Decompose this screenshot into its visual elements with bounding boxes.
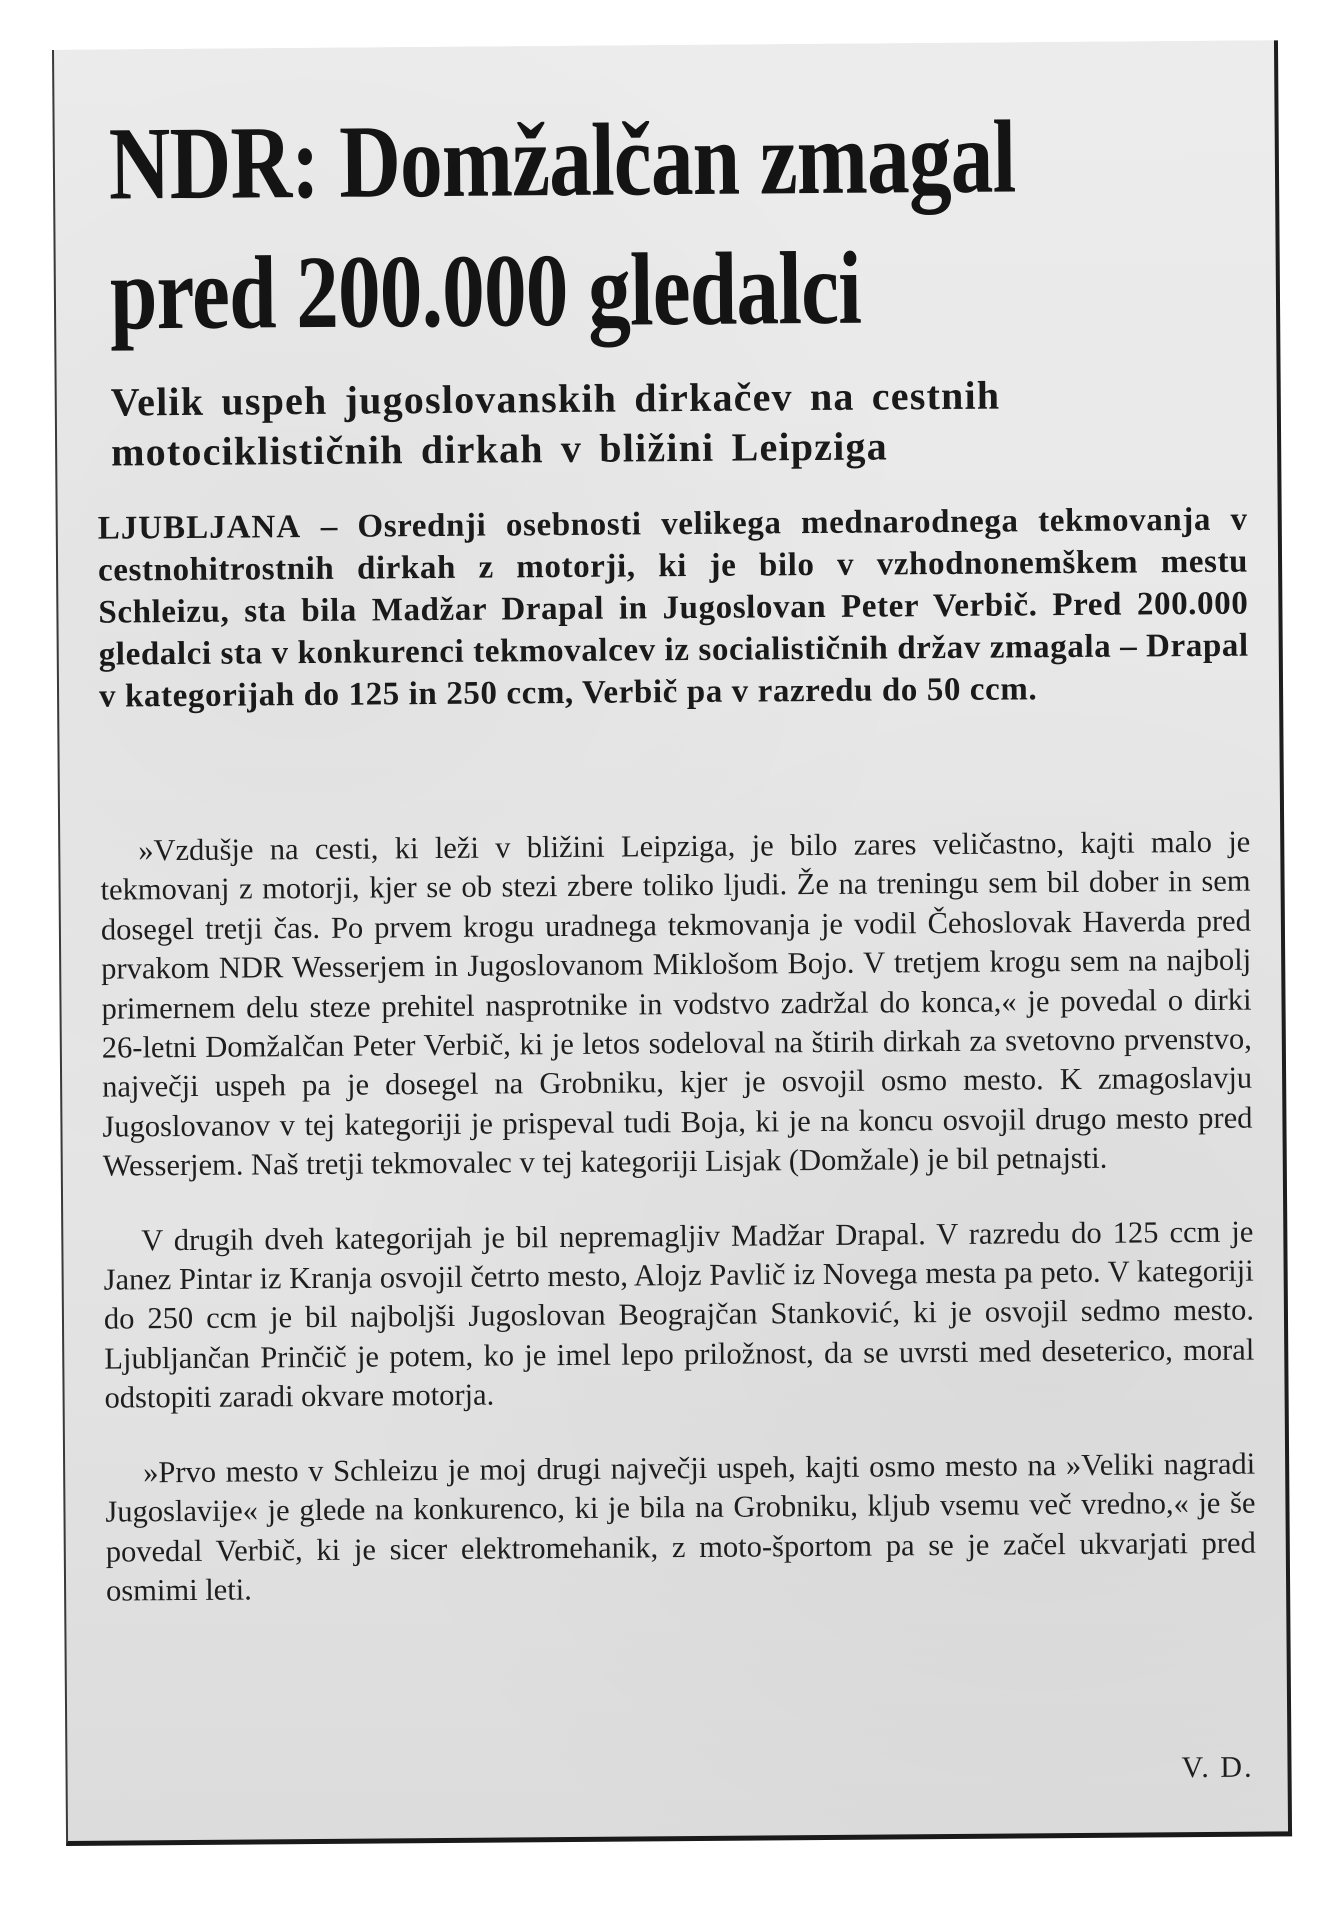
body-paragraph-2: V drugih dveh kategorijah je bil nepremagljiv Madžar Drapal. V razredu do 125 ccm je Janez Pintar iz Kranja osvojil četrto mesto, Alojz Pavlič iz Novega mesta pa peto. V kategoriji do 250 ccm je bil najboljši Jugoslovan Beograjčan Stanković, ki je osvojil sedmo mesto. Ljubljančan Prinčič je potem, ko je imel lepo priložnost, da se uvrsti med deseterico, moral odstopiti zaradi okvare motorja.: [103, 1214, 1255, 1415]
dateline: LJUBLJANA: [97, 509, 302, 547]
headline: [108, 92, 1028, 359]
article-body: [100, 823, 1256, 1646]
body-paragraph-1: »Vzdušje na cesti, ki leži v bližini Leipziga, je bilo zares veličastno, kajti malo je tekmovanj z motorji, kjer se ob stezi zbere toliko ljudi. Že na treningu sem bil dober in sem dosegel tretji čas. Po prvem krogu uradnega tekmovanja je vodil Čehoslovak Haverda pred prvakom NDR Wesserjem in Jugoslovanom Miklošom Bojo. V tretjem krogu sem na najbolj primernem delu steze prehitel nasprotnike in vodstvo zadržal do konca,« je povedal o dirki 26-letni Domžalčan Peter Verbič, ki je letos sodeloval na štirih dirkah za svetovno prvenstvo, največji uspeh pa je dosegel na Grobniku, kjer je osvojil osmo mesto. K zmagoslavju Jugoslovanov v tej kategoriji je prispeval tudi Boja, ki je na koncu osvojil drugo mesto pred Wesserjem. Naš tretji tekmovalec v tej kategoriji Lisjak (Domžale) je bil petnajsti.: [100, 824, 1253, 1183]
lead-text: Osrednji osebnosti velikega mednarodnega tekmovanja v cestnohitrostnih dirkah z motorji, ki je bilo v vzhodnonemškem mestu Schleizu, sta bila Madžar Drapal in Jugoslovan Peter Verbič. Pred 200.000 gledalci sta v konkurenci tekmovalcev iz socialističnih držav zmagala – Drapal v kategorijah do 125 in 250 ccm, Verbič pa v razredu do 50 ccm.: [97, 501, 1249, 715]
newspaper-clipping: [52, 40, 1292, 1846]
headline-line-2: pred 200.000 gledalci: [109, 230, 862, 352]
byline: V. D.: [1181, 1750, 1254, 1785]
headline-line-1: NDR: Domžalčan zmagal: [108, 99, 1016, 222]
lead-paragraph: [98, 499, 1250, 718]
body-paragraph-3: »Prvo mesto v Schleizu je moj drugi največji uspeh, kajti osmo mesto na »Veliki nagradi Jugoslavije« je glede na konkurenco, ki je bila na Grobniku, kljub vsemu več vredno,« je še povedal Verbič, ki je sicer elektromehanik, z moto-športom pa se je začel ukvarjati pred osmimi leti.: [105, 1446, 1256, 1608]
dateline-separator: –: [300, 508, 358, 546]
subheadline: Velik uspeh jugoslovanskih dirkačev na cestnih motociklističnih dirkah v bližini Leipziga: [110, 372, 1001, 475]
